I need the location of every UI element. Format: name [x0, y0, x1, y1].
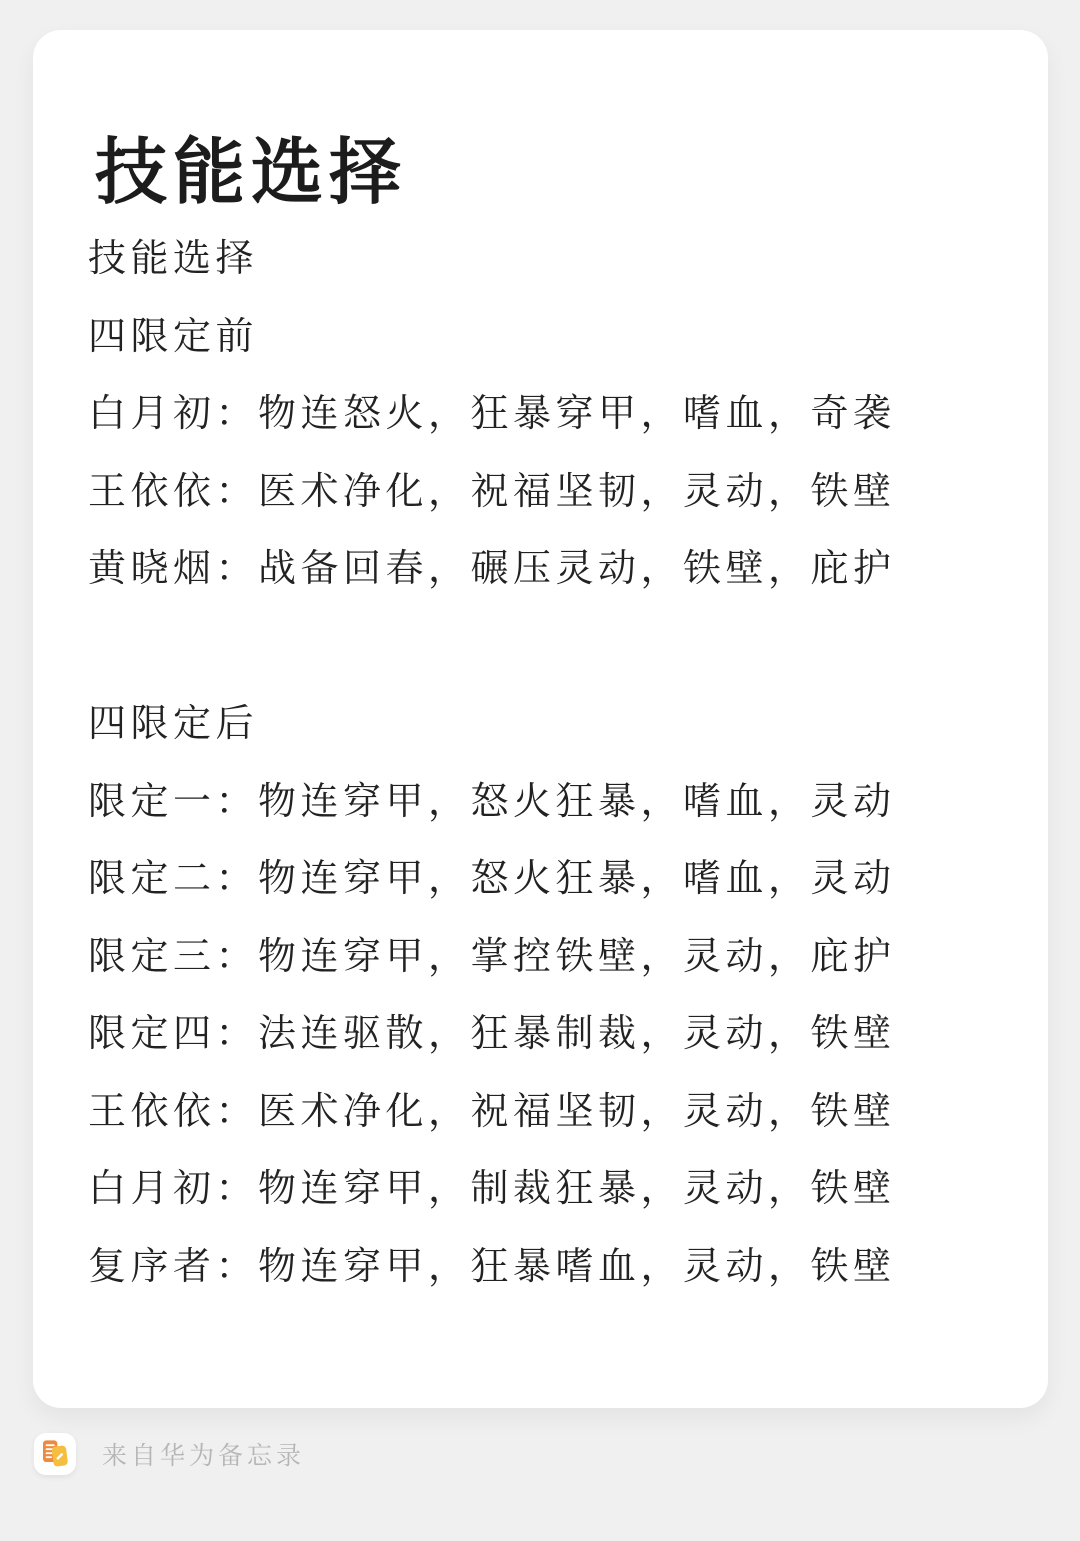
note-body	[88, 220, 1018, 1305]
note-line: 王依依：医术净化，祝福坚韧，灵动，铁壁	[88, 468, 896, 513]
note-line: 王依依：医术净化，祝福坚韧，灵动，铁壁	[88, 1088, 896, 1133]
note-line: 白月初：物连穿甲，制裁狂暴，灵动，铁壁	[88, 1166, 896, 1210]
note-line: 限定二：物连穿甲，怒火狂暴，嗜血，灵动	[88, 856, 896, 900]
note-line: 黄晓烟：战备回春，碾压灵动，铁壁，庇护	[88, 546, 896, 590]
note-card	[33, 30, 1048, 1408]
note-line: 限定一：物连穿甲，怒火狂暴，嗜血，灵动	[88, 778, 896, 823]
note-line: 四限定后	[88, 701, 259, 745]
source-footer	[34, 1433, 305, 1475]
note-line	[88, 608, 1018, 686]
huawei-notes-icon	[34, 1433, 76, 1475]
note-line: 白月初：物连怒火，狂暴穿甲，嗜血，奇袭	[88, 391, 896, 435]
note-line: 四限定前	[88, 313, 259, 358]
note-line: 限定四：法连驱散，狂暴制裁，灵动，铁壁	[88, 1011, 896, 1055]
note-line: 限定三：物连穿甲，掌控铁壁，灵动，庇护	[88, 933, 896, 978]
source-label: 来自华为备忘录	[102, 1441, 306, 1470]
note-line: 复序者：物连穿甲，狂暴嗜血，灵动，铁壁	[88, 1243, 896, 1288]
note-title: 技能选择	[95, 130, 408, 214]
note-line: 技能选择	[88, 236, 259, 280]
